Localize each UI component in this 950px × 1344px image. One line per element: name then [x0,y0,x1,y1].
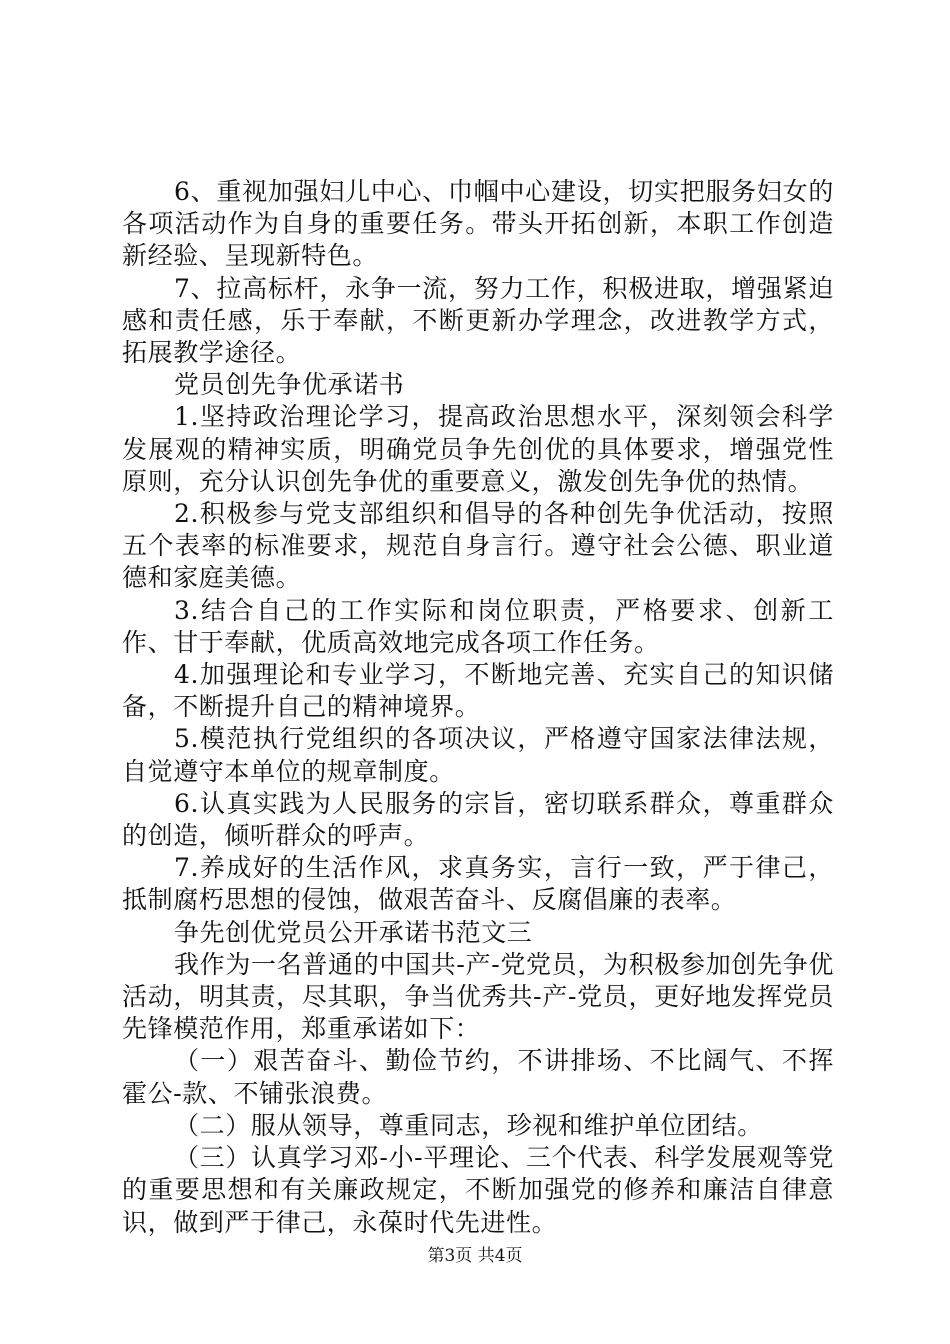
page-number-footer: 第3页 共4页 [427,1246,523,1266]
pledge-item-7: 7.养成好的生活作风，求真务实，言行一致，严于律己，抵制腐朽思想的侵蚀，做艰苦奋斗、反腐倡廉的表率。 [122,853,834,915]
pledge-item-2: 2.积极参与党支部组织和倡导的各种创先争优活动，按照五个表率的标准要求，规范自身言行。遵守社会公德、职业道德和家庭美德。 [122,499,834,593]
paragraph-item-7: 7、拉高标杆，永争一流，努力工作，积极进取，增强紧迫感和责任感，乐于奉献，不断更新办学理念，改进教学方式，拓展教学途径。 [122,273,834,368]
pledge-item-1: 1.坚持政治理论学习，提高政治思想水平，深刻领会科学发展观的精神实质，明确党员争先创优的具体要求，增强党性原则，充分认识创先争优的重要意义，激发创先争优的热情。 [122,402,834,496]
paragraph-item-6: 6、重视加强妇儿中心、巾帼中心建设，切实把服务妇女的各项活动作为自身的重要任务。带头开拓创新，本职工作创造新经验、呈现新特色。 [122,177,834,271]
commitment-item-three: （三）认真学习邓-小-平理论、三个代表、科学发展观等党的重要思想和有关廉政规定，不断加强党的修养和廉洁自律意识，做到严于律己，永葆时代先进性。 [122,1143,834,1237]
pledge-item-4: 4.加强理论和专业学习，不断地完善、充实自己的知识储备，不断提升自己的精神境界。 [122,660,834,722]
pledge-item-6: 6.认真实践为人民服务的宗旨，密切联系群众，尊重群众的创造，倾听群众的呼声。 [122,788,834,851]
section-heading-pledge: 党员创先争优承诺书 [174,370,405,400]
commitment-item-one: （一）艰苦奋斗、勤俭节约，不讲排场、不比阔气、不挥霍公-款、不铺张浪费。 [122,1046,834,1108]
section-heading-sample-three: 争先创优党员公开承诺书范文三 [174,917,533,947]
commitment-item-two: （二）服从领导，尊重同志，珍视和维护单位团结。 [174,1110,763,1140]
pledge-item-3: 3.结合自己的工作实际和岗位职责，严格要求、创新工作、甘于奉献，优质高效地完成各项工作任务。 [122,595,834,657]
intro-paragraph: 我作为一名普通的中国共-产-党党员，为积极参加创先争优活动，明其责，尽其职，争当优秀共-产-党员，更好地发挥党员先锋模范作用，郑重承诺如下： [122,949,834,1044]
pledge-item-5: 5.模范执行党组织的各项决议，严格遵守国家法律法规，自觉遵守本单位的规章制度。 [122,724,834,786]
document-body [122,176,834,1239]
